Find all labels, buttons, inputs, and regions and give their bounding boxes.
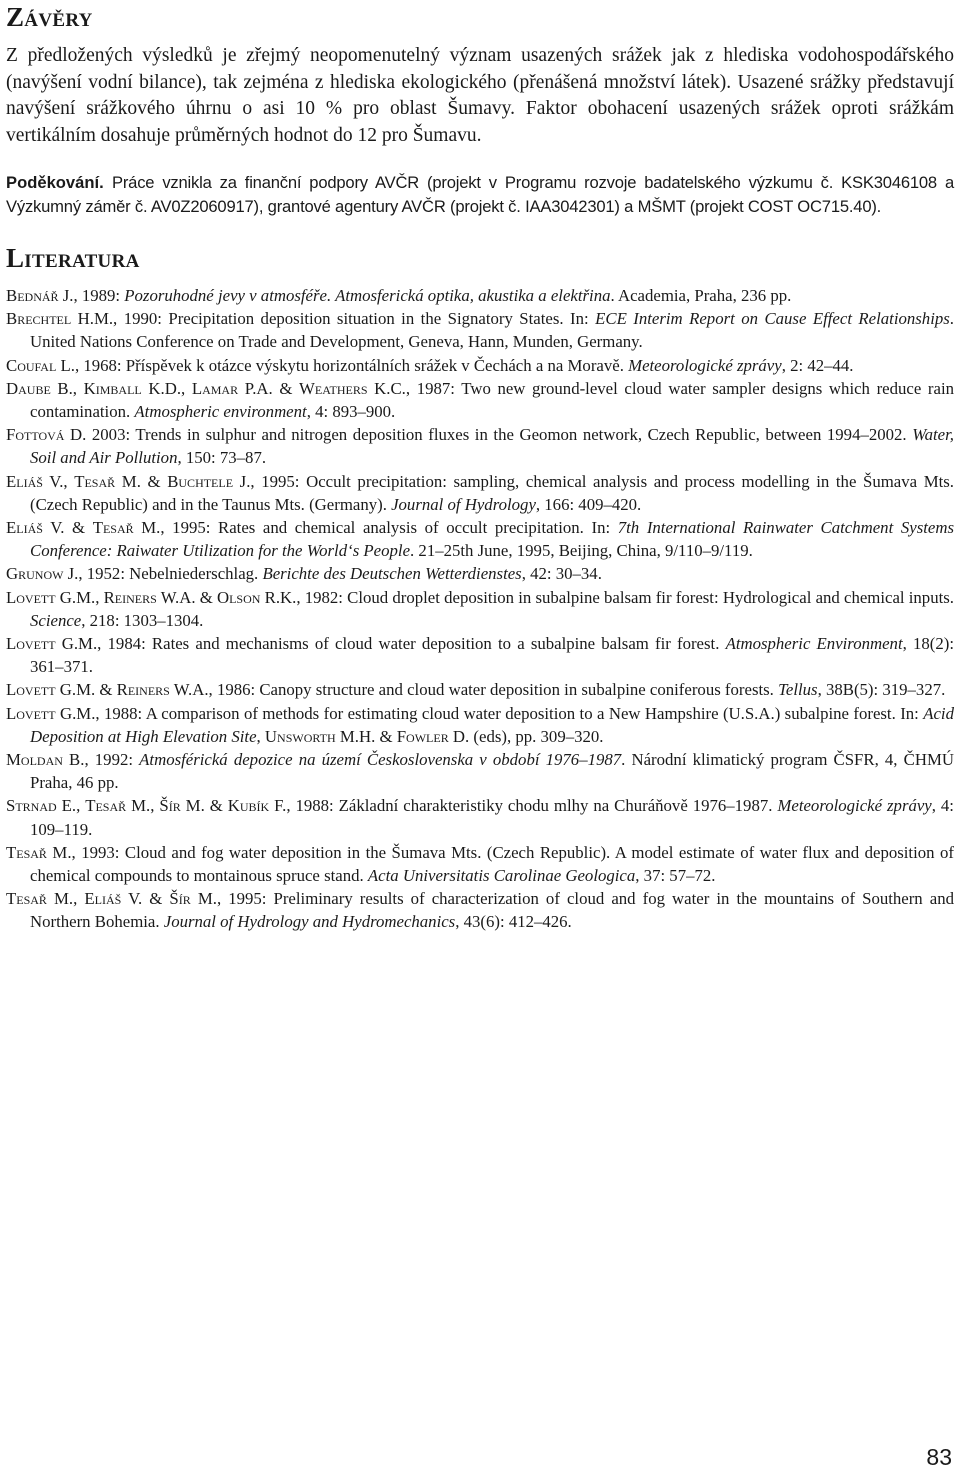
- reference-item: [6, 307, 954, 353]
- ref-text: H.M., 1990: Precipitation deposition situation in the Signatory States. In:: [71, 309, 596, 329]
- ref-text: M., 1995: Preliminary results of characterization of cloud and fog water in the mountains of Southern and Northern Bohemia.: [30, 889, 954, 932]
- ref-author: Tesař: [6, 889, 47, 909]
- reference-item: [6, 354, 954, 377]
- ref-title: Meteorologické zprávy: [628, 355, 782, 375]
- ref-author: Šír: [159, 796, 181, 816]
- ref-text: J., 1952: Nebelniederschlag.: [63, 564, 263, 584]
- ref-text: B.,: [50, 378, 84, 398]
- acknowledgements-text: Práce vznikla za finanční podpory AVČR (projekt v Programu rozvoje badatelského výzkumu č. KSK3046108 a Výzkumný záměr č. AV0Z2060917), grantové agentury AVČR (projekt č. IAA3042301) a MŠMT (projekt COST OC715.40).: [6, 173, 954, 216]
- ref-text: K.C., 1987: Two new ground-level cloud water sampler designs which reduce rain contamination.: [30, 378, 954, 422]
- ref-text: G.M., 1988: A comparison of methods for estimating cloud water deposition to a New Hampshire (U.S.A.) subalpine forest. In:: [55, 703, 924, 723]
- ref-author: Moldan: [6, 750, 63, 770]
- reference-item: [6, 748, 954, 794]
- ref-text: M.,: [46, 889, 85, 909]
- ref-author: Eliáš: [6, 471, 43, 491]
- ref-text: . 21–25th June, 1995, Beijing, China, 9/110–9/119.: [410, 541, 753, 561]
- ref-text: M. &: [115, 471, 168, 491]
- reference-item: [6, 632, 954, 678]
- ref-author: Strnad: [6, 796, 57, 816]
- ref-text: M.H. &: [335, 726, 397, 746]
- reference-item: [6, 678, 954, 701]
- ref-text: , 4: 109–119.: [30, 796, 954, 839]
- ref-text: , 43(6): 412–426.: [455, 912, 572, 932]
- ref-author: Tesař: [6, 842, 47, 862]
- ref-title: ECE Interim Report on Cause Effect Relationships: [595, 309, 950, 329]
- ref-title: Tellus: [778, 680, 818, 700]
- ref-title: Atmosférická depozice na území Československa v období 1976–1987: [139, 750, 622, 770]
- ref-author: Reiners: [116, 680, 170, 700]
- ref-author: Eliáš: [6, 518, 43, 538]
- ref-text: P.A. &: [238, 378, 300, 398]
- ref-text: M. &: [180, 796, 228, 816]
- ref-text: K.D.,: [141, 378, 192, 398]
- ref-title: Water, Soil and Air Pollution: [30, 425, 954, 468]
- ref-author: Weathers: [299, 378, 368, 398]
- ref-title: Meteorologické zprávy: [777, 796, 932, 816]
- ref-author: Tesař: [92, 518, 134, 538]
- reference-item: [6, 562, 954, 585]
- ref-text: V.,: [42, 471, 75, 491]
- ref-author: Lovett: [6, 680, 56, 700]
- ref-author: Grunow: [6, 564, 64, 584]
- ref-text: M., 1995: Rates and chemical analysis of occult precipitation. In:: [133, 518, 618, 538]
- ref-text: . Národní klimatický program ČSFR, 4, ČHMÚ Praha, 46 pp.: [30, 750, 954, 793]
- ref-title: Acta Universitatis Carolinae Geologica: [367, 866, 636, 886]
- reference-item: [6, 586, 954, 632]
- acknowledgements-label: Poděkování.: [6, 173, 104, 192]
- ref-text: E.,: [56, 796, 86, 816]
- ref-text: , 218: 1303–1304.: [81, 610, 204, 630]
- page-number: 83: [926, 1444, 952, 1470]
- ref-author: Lovett: [6, 587, 56, 607]
- reference-item: [6, 516, 954, 562]
- ref-title: Pozoruhodné jevy v atmosféře. Atmosferická optika, akustika a elektřina: [124, 286, 611, 305]
- page: [6, 0, 954, 934]
- ref-title: Journal of Hydrology and Hydromechanics: [163, 912, 456, 932]
- ref-author: Lovett: [6, 634, 56, 654]
- ref-text: , 2: 42–44.: [781, 355, 854, 375]
- literature-heading: Literatura: [6, 243, 140, 273]
- ref-author: Brechtel: [6, 309, 72, 329]
- ref-title: Atmospheric Environment: [725, 634, 903, 654]
- reference-item: [6, 377, 954, 423]
- ref-text: V. &: [42, 518, 93, 538]
- reference-item: [6, 284, 954, 307]
- ref-author: Lovett: [6, 703, 56, 723]
- ref-author: Šír: [169, 889, 191, 909]
- ref-title: Journal of Hydrology: [391, 494, 536, 514]
- ref-author: Eliáš: [84, 889, 122, 909]
- ref-author: Reiners: [103, 587, 157, 607]
- ref-text: W.A. &: [156, 587, 217, 607]
- ref-text: W.A., 1986: Canopy structure and cloud water deposition in subalpine coniferous forests.: [169, 680, 779, 700]
- ref-text: , 150: 73–87.: [177, 448, 267, 468]
- ref-text: , 38B(5): 319–327.: [817, 680, 946, 700]
- ref-text: , 166: 409–420.: [535, 494, 642, 514]
- ref-author: Kimball: [83, 378, 142, 398]
- ref-text: L., 1968: Příspěvek k otázce výskytu horizontálních srážek v Čechách a na Moravě.: [56, 355, 629, 375]
- ref-author: Kubík: [227, 796, 270, 816]
- ref-author: Tesař: [74, 471, 116, 491]
- conclusions-heading: Závěry: [6, 2, 93, 32]
- ref-text: , 18(2): 361–371.: [30, 634, 954, 677]
- ref-text: J., 1995: Occult precipitation: sampling, chemical analysis and process modelling in the Šumava Mts. (Czech Republic) and in the Taunus Mts. (Germany).: [30, 471, 955, 514]
- ref-text: , 42: 30–34.: [521, 564, 602, 584]
- reference-item: [6, 702, 954, 748]
- ref-text: . United Nations Conference on Trade and Development, Geneva, Hann, Munden, Germany.: [30, 309, 954, 352]
- reference-list: [6, 284, 954, 934]
- ref-text: J., 1989:: [58, 286, 125, 305]
- ref-author: Bednář: [6, 286, 59, 305]
- ref-text: G.M.,: [55, 587, 104, 607]
- ref-editor: Fowler: [396, 726, 449, 746]
- ref-text: G.M. &: [55, 680, 117, 700]
- reference-item: [6, 423, 954, 469]
- reference-item: [6, 470, 954, 516]
- reference-item: [6, 841, 954, 887]
- ref-text: D. (eds), pp. 309–320.: [448, 726, 604, 746]
- ref-text: M.,: [126, 796, 160, 816]
- ref-text: V. &: [121, 889, 170, 909]
- ref-text: B., 1992:: [62, 750, 140, 770]
- ref-text: , 37: 57–72.: [635, 866, 716, 886]
- ref-title: Berichte des Deutschen Wetterdienstes: [262, 564, 522, 584]
- acknowledgements-paragraph: [6, 171, 954, 219]
- ref-text: ,: [256, 726, 265, 746]
- ref-author: Tesař: [85, 796, 127, 816]
- ref-text: , 4: 893–900.: [306, 402, 396, 422]
- ref-text: F., 1988: Základní charakteristiky chodu mlhy na Churáňově 1976–1987.: [269, 796, 778, 816]
- ref-editor: Unsworth: [264, 726, 336, 746]
- ref-author: Fottová: [6, 425, 65, 445]
- ref-author: Lamar: [191, 378, 239, 398]
- ref-author: Buchtele: [167, 471, 234, 491]
- ref-text: D. 2003: Trends in sulphur and nitrogen deposition fluxes in the Geomon network, Czech Republic, between 1994–2002.: [64, 425, 913, 445]
- ref-title: 7th International Rainwater Catchment Systems Conference: Raiwater Utilization for the World‘s People: [30, 518, 954, 561]
- ref-text: G.M., 1984: Rates and mechanisms of cloud water deposition to a subalpine balsam fir forest.: [55, 634, 726, 654]
- conclusions-paragraph: Z předložených výsledků je zřejmý neopomenutelný význam usazených srážek jak z hlediska vodohospodářského (navýšení vodní bilance), tak zejména z hlediska ekologického (přenášená množství látek). Usazené srážky představují navýšení srážkového úhrnu o asi 10 % pro oblast Šumavy. Faktor obohacení usazených srážek oproti srážkám vertikálním dosahuje průměrných hodnot do 12 pro Šumavu.: [6, 45, 954, 146]
- ref-text: M., 1993: Cloud and fog water deposition in the Šumava Mts. (Czech Republic). A model estimate of water flux and deposition of chemical compounds to montainous spruce stand.: [30, 842, 954, 886]
- ref-author: Coufal: [6, 355, 57, 375]
- ref-title: Acid Deposition at High Elevation Site: [30, 703, 954, 746]
- ref-text: . Academia, Praha, 236 pp.: [610, 286, 792, 305]
- ref-title: Science: [30, 610, 82, 630]
- ref-title: Atmospheric environment: [134, 402, 307, 422]
- reference-item: [6, 794, 954, 840]
- ref-author: Daube: [6, 378, 51, 398]
- reference-item: [6, 887, 954, 933]
- ref-text: R.K., 1982: Cloud droplet deposition in subalpine balsam fir forest: Hydrological and chemical inputs.: [260, 587, 954, 607]
- ref-author: Olson: [216, 587, 261, 607]
